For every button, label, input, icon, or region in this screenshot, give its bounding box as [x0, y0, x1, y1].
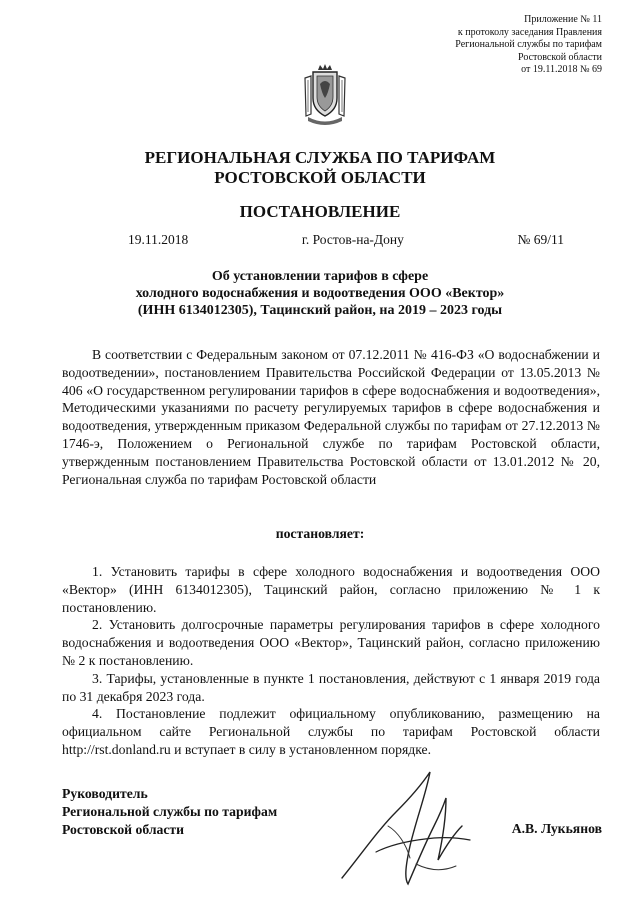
document-meta-line: [128, 232, 564, 248]
handwritten-signature-icon: [330, 760, 480, 895]
appendix-note: [455, 14, 602, 77]
organization-name-line: РЕГИОНАЛЬНАЯ СЛУЖБА ПО ТАРИФАМ: [144, 148, 496, 167]
document-place: г. Ростов-на-Дону: [301, 232, 404, 247]
decree-item: 4. Постановление подлежит официальному опубликованию, размещению на официальном сайте Региональной службы по тарифам Ростовской области http://rst.donland.ru и вступает в силу в установленном порядке.: [62, 706, 600, 757]
appendix-line: Ростовской области: [518, 51, 602, 63]
signatory-title-line: Руководитель: [62, 786, 148, 801]
organization-name: [0, 148, 640, 188]
subject-line: Об установлении тарифов в сфере: [211, 269, 429, 284]
appendix-line: от 19.11.2018 № 69: [521, 64, 602, 75]
appendix-line: Региональной службы по тарифам: [455, 39, 602, 50]
signatory-title-line: Региональной службы по тарифам: [62, 804, 278, 819]
decree-items: [62, 563, 600, 759]
coat-of-arms-icon: [302, 64, 348, 126]
organization-name-line: РОСТОВСКОЙ ОБЛАСТИ: [214, 168, 426, 187]
appendix-line: к протоколу заседания Правления: [457, 26, 602, 38]
decree-word: постановляет:: [275, 526, 365, 541]
document-number: № 69/11: [517, 232, 564, 247]
decree-item: 2. Установить долгосрочные параметры регулирования тарифов в сфере холодного водоснабжения и водоотведения ООО «Вектор», Тацинский район, согласно приложению № 2 к постановлению.: [62, 617, 600, 668]
signatory-title: [62, 785, 277, 839]
decree-item: 1. Установить тарифы в сфере холодного водоснабжения и водоотведения ООО «Вектор» (ИНН 6134012305), Тацинский район, согласно приложению № 1 к постановлению.: [62, 564, 600, 615]
document-date: 19.11.2018: [128, 232, 189, 247]
signatory-title-line: Ростовской области: [62, 822, 185, 837]
preamble-paragraph: В соответствии с Федеральным законом от 07.12.2011 № 416-ФЗ «О водоснабжении и водоотведении», постановлением Правительства Российской Федерации от 13.05.2013 № 406 «О государственном регулировании тарифов в сфере водоснабжения и водоотведения», Методическими указаниями по расчету регулируемых тарифов в сфере водоснабжения и водоотведения, утвержденным приказом Федеральной службы по тарифам от 27.12.2013 № 1746-э, Положением о Региональной службе по тарифам Ростовской области, утвержденным постановлением Правительства Ростовской области от 13.01.2012 № 20, Региональная служба по тарифам Ростовской области: [62, 347, 600, 487]
decree-item: 3. Тарифы, установленные в пункте 1 постановления, действуют с 1 января 2019 года по 31 декабря 2023 года.: [62, 670, 600, 704]
appendix-line: Приложение № 11: [524, 14, 602, 25]
document-subject: [40, 268, 600, 319]
subject-line: холодного водоснабжения и водоотведения ООО «Вектор»: [135, 286, 505, 301]
subject-line: (ИНН 6134012305), Тацинский район, на 2019 – 2023 годы: [137, 303, 503, 318]
document-type: ПОСТАНОВЛЕНИЕ: [239, 202, 401, 221]
signatory-name: А.В. Лукьянов: [511, 821, 602, 836]
